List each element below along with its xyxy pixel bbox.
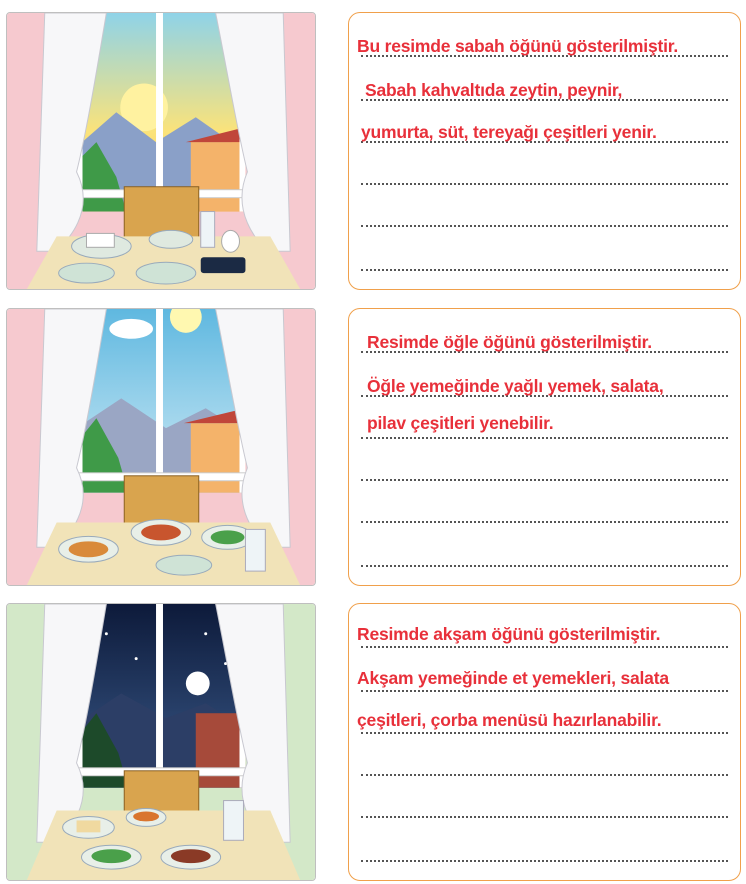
answer-line-1: Resimde öğle öğünü gösterilmiştir. [367,332,652,352]
answer-line-2: Sabah kahvaltıda zeytin, peynir, [365,80,623,100]
answer-line-2: Akşam yemeğinde et yemekleri, salata [357,668,669,688]
answer-line-3: pilav çeşitleri yenebilir. [367,413,554,433]
answer-line-1: Bu resimde sabah öğünü gösterilmiştir. [357,36,679,56]
breakfast-text-card [348,12,741,290]
answer-line-3: yumurta, süt, tereyağı çeşitleri yenir. [361,122,657,142]
dinner-illustration [6,603,316,881]
answer-line-3: çeşitleri, çorba menüsü hazırlanabilir. [357,710,662,730]
dinner-text-card [348,603,741,881]
lunch-text-card [348,308,741,586]
lunch-illustration [6,308,316,586]
answer-line-2: Öğle yemeğinde yağlı yemek, salata, [367,376,664,396]
breakfast-illustration [6,12,316,290]
answer-line-1: Resimde akşam öğünü gösterilmiştir. [357,624,661,644]
